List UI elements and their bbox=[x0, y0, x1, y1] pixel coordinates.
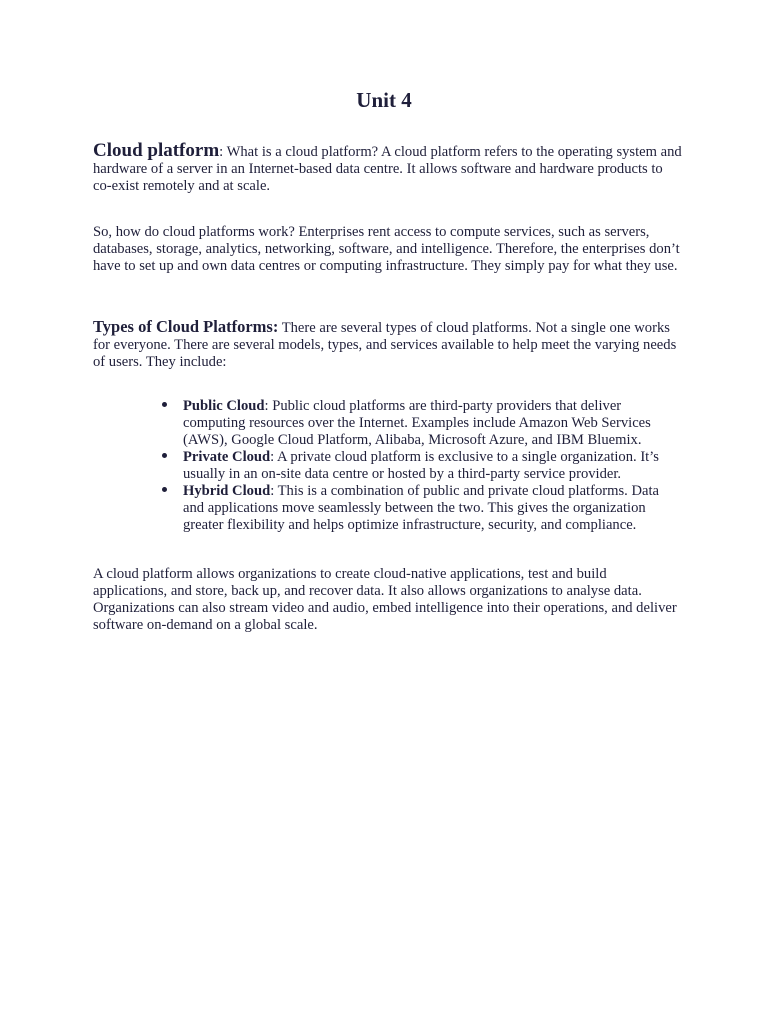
types-text: There are several types of cloud platforms. Not a single one works for everyone. There are several models, types, and services available to help meet the varying needs of users. They include: bbox=[93, 320, 677, 370]
list-item-text: : Public cloud platforms are third-party providers that deliver computing resources over the Internet. Examples include Amazon Web Services (AWS), Google Cloud Platform, Alibaba, Microsoft Azure, and IBM Bluemix. bbox=[183, 398, 651, 448]
types-heading: Types of Cloud Platforms: bbox=[93, 317, 279, 336]
bullet-icon bbox=[159, 449, 169, 466]
bullet-icon bbox=[159, 398, 169, 415]
list-item-term: Private Cloud bbox=[183, 449, 271, 465]
cloud-platform-paragraph bbox=[93, 142, 683, 195]
cloud-platform-heading: Cloud platform bbox=[93, 140, 220, 161]
page-title: Unit 4 bbox=[356, 88, 412, 112]
types-paragraph bbox=[93, 318, 683, 371]
list-item-text: : A private cloud platform is exclusive to a single organization. It’s usually in an on-site data centre or hosted by a third-party service provider. bbox=[183, 449, 659, 482]
cloud-platform-text: : What is a cloud platform? A cloud platform refers to the operating system and hardware of a server in an Internet-based data centre. It allows software and hardware products to co-exist remotely and at scale. bbox=[93, 144, 682, 194]
bullet-icon bbox=[159, 483, 169, 500]
list-item-term: Hybrid Cloud bbox=[183, 483, 271, 499]
list-item-hybrid-cloud bbox=[183, 483, 683, 534]
list-item-public-cloud bbox=[183, 398, 683, 449]
list-item-term: Public Cloud bbox=[183, 398, 265, 414]
list-item-private-cloud bbox=[183, 449, 683, 483]
cloud-types-list bbox=[183, 398, 683, 534]
list-item-text: : This is a combination of public and private cloud platforms. Data and applications move seamlessly between the two. This gives the organization greater flexibility and helps optimize infrastructure, security, and compliance. bbox=[183, 483, 659, 533]
closing-paragraph: A cloud platform allows organizations to create cloud-native applications, test and build applications, and store, back up, and recover data. It also allows organizations to analyse data. Organizations can also stream video and audio, embed intelligence into their operations, and deliver software on-demand on a global scale. bbox=[93, 566, 677, 633]
how-it-works-paragraph: So, how do cloud platforms work? Enterprises rent access to compute services, such as servers, databases, storage, analytics, networking, software, and intelligence. Therefore, the enterprises don’t have to set up and own data centres or computing infrastructure. They simply pay for what they use. bbox=[93, 224, 680, 274]
